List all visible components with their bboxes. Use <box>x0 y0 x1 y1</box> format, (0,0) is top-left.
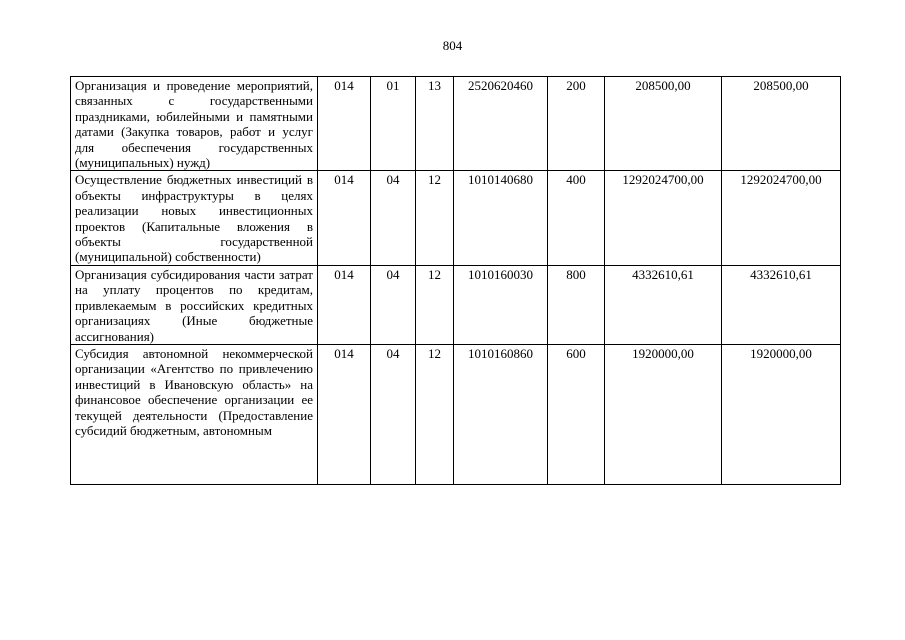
row-ministry-code: 014 <box>318 265 371 344</box>
row-expense-type: 800 <box>548 265 605 344</box>
row-expense-type: 600 <box>548 344 605 484</box>
row-section-code: 04 <box>371 265 416 344</box>
row-description: Организация и проведение мероприятий, связанных с государственными праздниками, юбилейными и памятными датами (Закупка товаров, работ и услуг для обеспечения государственных (муниципальных) нужд) <box>71 77 318 171</box>
row-ministry-code: 014 <box>318 77 371 171</box>
row-section-code: 01 <box>371 77 416 171</box>
table-row <box>71 171 841 265</box>
row-target-article: 1010140680 <box>454 171 548 265</box>
row-description: Осуществление бюджетных инвестиций в объекты инфраструктуры в целях реализации новых инвестиционных проектов (Капитальные вложения в объекты государственной (муниципальной) собственности) <box>71 171 318 265</box>
row-amount-1: 1292024700,00 <box>605 171 722 265</box>
table-row <box>71 77 841 171</box>
row-section-code: 04 <box>371 171 416 265</box>
row-expense-type: 400 <box>548 171 605 265</box>
table-row <box>71 344 841 484</box>
row-ministry-code: 014 <box>318 171 371 265</box>
row-amount-1: 4332610,61 <box>605 265 722 344</box>
row-subsection-code: 12 <box>416 171 454 265</box>
row-amount-1: 1920000,00 <box>605 344 722 484</box>
page-number: 804 <box>442 38 463 53</box>
budget-table <box>70 76 841 485</box>
row-target-article: 1010160860 <box>454 344 548 484</box>
row-description: Субсидия автономной некоммерческой организации «Агентство по привлечению инвестиций в Ивановскую область» на финансовое обеспечение организации ее текущей деятельности (Предоставление субсидий бюджетным, автономным <box>71 344 318 484</box>
row-amount-2: 1920000,00 <box>722 344 841 484</box>
row-target-article: 1010160030 <box>454 265 548 344</box>
row-amount-2: 4332610,61 <box>722 265 841 344</box>
row-amount-1: 208500,00 <box>605 77 722 171</box>
row-expense-type: 200 <box>548 77 605 171</box>
row-amount-2: 1292024700,00 <box>722 171 841 265</box>
row-ministry-code: 014 <box>318 344 371 484</box>
row-subsection-code: 13 <box>416 77 454 171</box>
row-section-code: 04 <box>371 344 416 484</box>
row-subsection-code: 12 <box>416 265 454 344</box>
row-amount-2: 208500,00 <box>722 77 841 171</box>
table-row <box>71 265 841 344</box>
row-subsection-code: 12 <box>416 344 454 484</box>
row-target-article: 2520620460 <box>454 77 548 171</box>
row-description: Организация субсидирования части затрат на уплату процентов по кредитам, привлекаемым в российских кредитных организациях (Иные бюджетные ассигнования) <box>71 265 318 344</box>
